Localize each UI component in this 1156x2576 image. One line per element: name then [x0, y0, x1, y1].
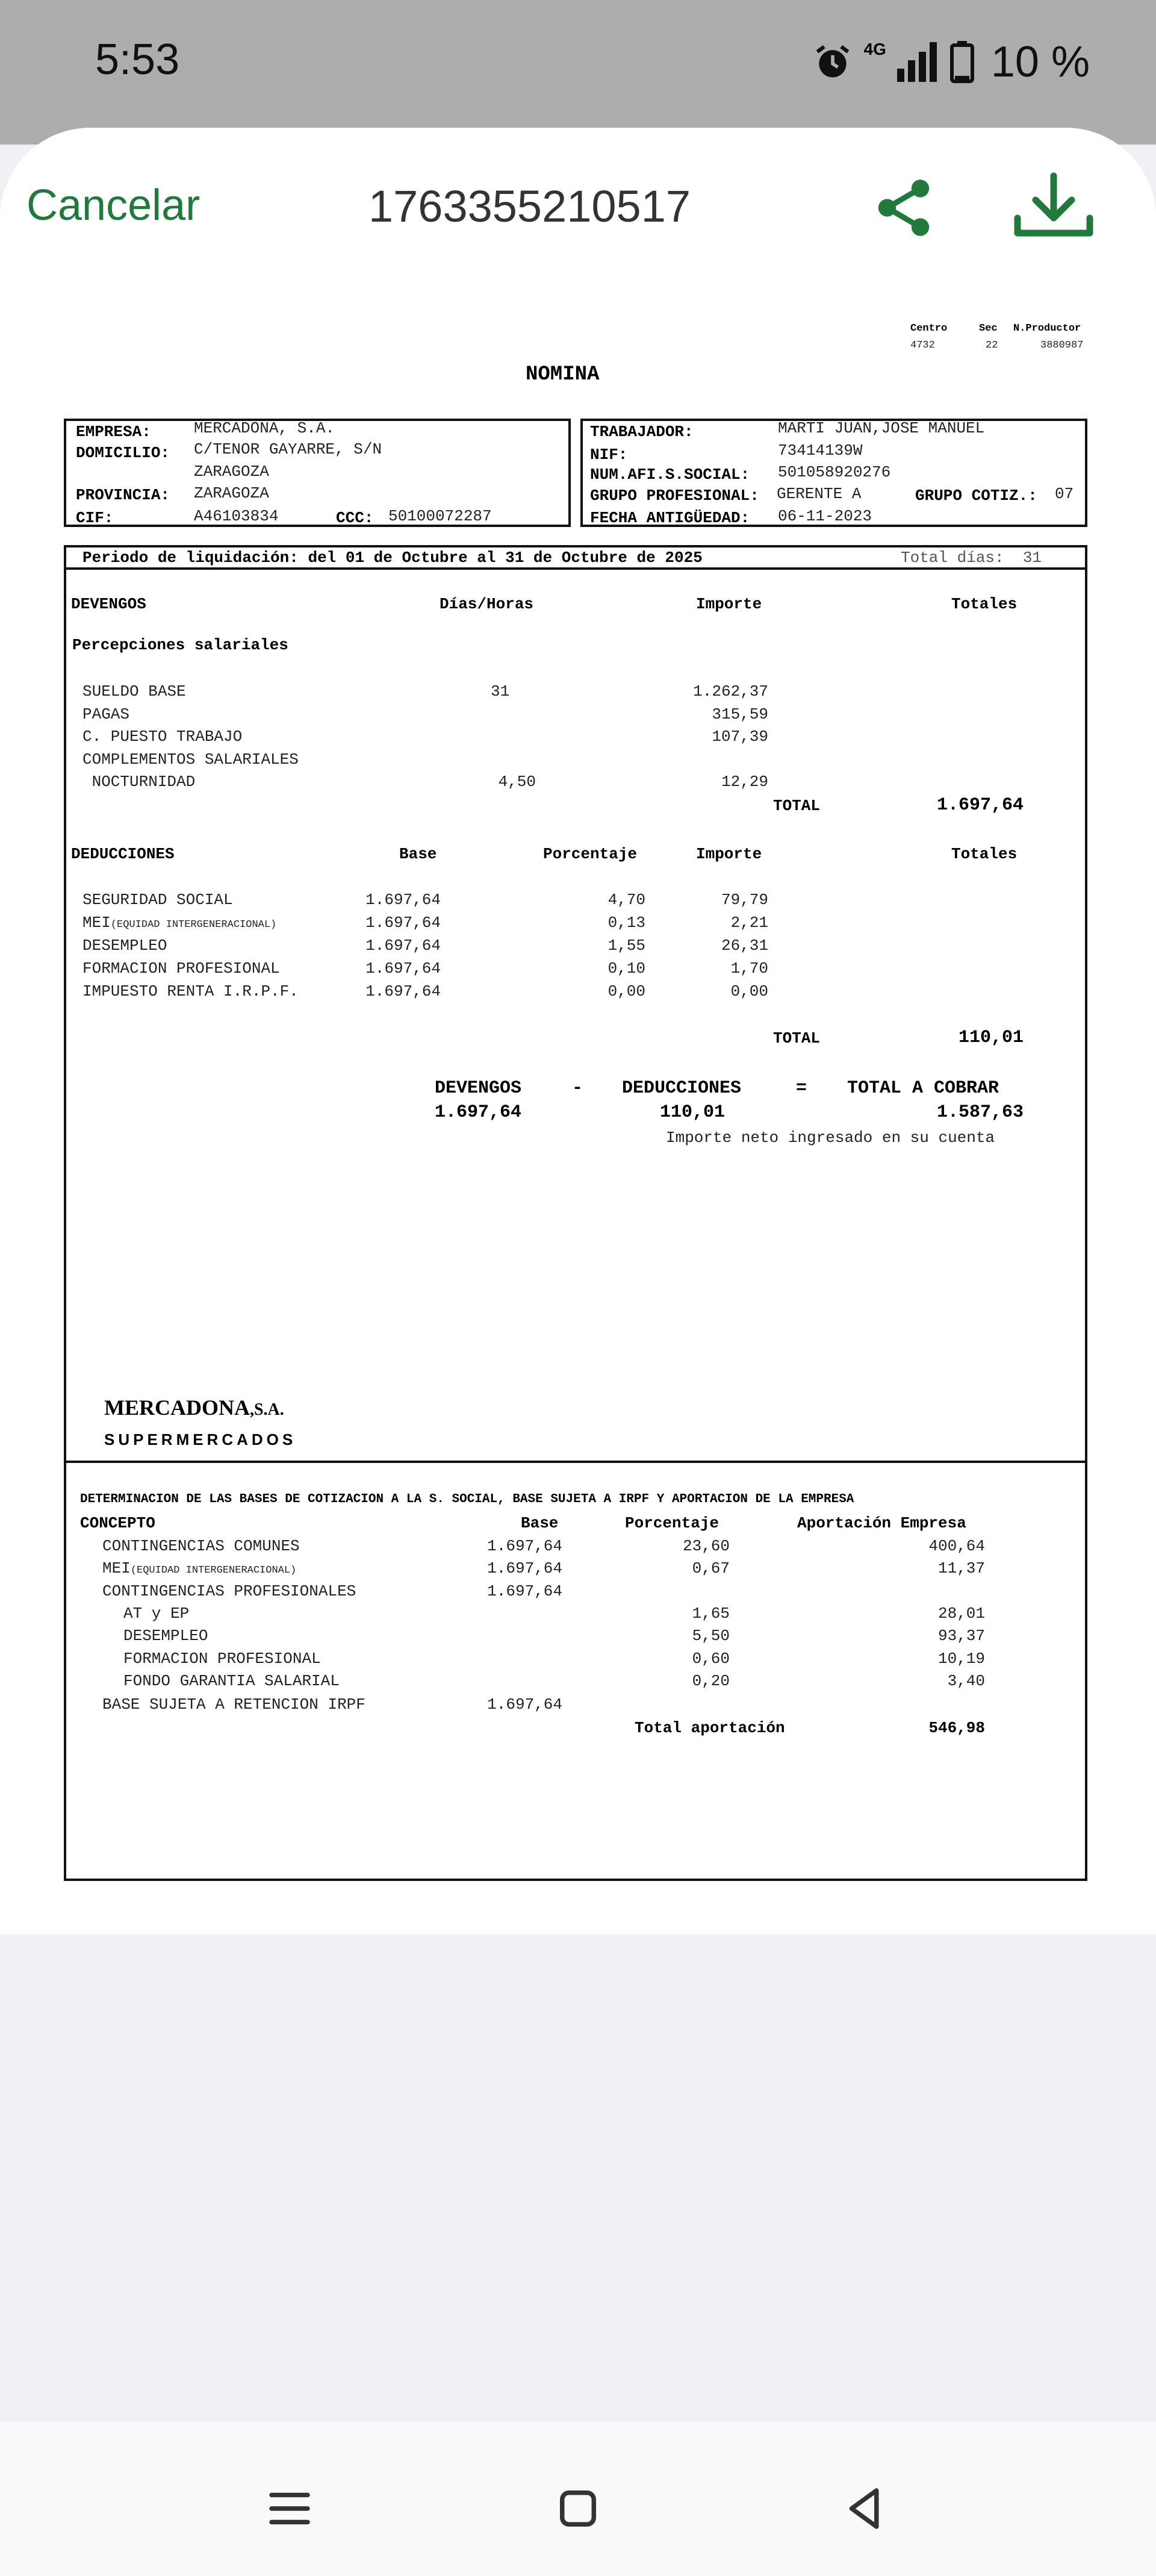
- total-devengos-value: 1.697,64: [936, 795, 1024, 816]
- bases-concepto: BASE SUJETA A RETENCION IRPF: [102, 1695, 365, 1714]
- bases-pct: 1,65: [692, 1605, 730, 1623]
- deduccion-importe: 2,21: [730, 914, 768, 932]
- bases-concepto: CONTINGENCIAS PROFESIONALES: [102, 1582, 356, 1600]
- devengo-concepto: PAGAS: [82, 705, 130, 723]
- total-deducciones-label: TOTAL: [773, 1029, 821, 1047]
- percepciones-heading: Percepciones salariales: [72, 636, 288, 654]
- devengo-concepto: NOCTURNIDAD: [82, 773, 196, 791]
- deduccion-concepto: IMPUESTO RENTA I.R.P.F.: [82, 982, 299, 1000]
- company-suffix: ,S.A.: [249, 1400, 284, 1419]
- devengo-dias: 31: [491, 682, 510, 700]
- sum-devengos-value: 1.697,64: [435, 1102, 522, 1123]
- deduccion-base: 1.697,64: [365, 914, 441, 932]
- deduccion-importe: 26,31: [721, 937, 768, 955]
- deduccion-pct: 0,00: [608, 982, 645, 1000]
- provincia-label: PROVINCIA:: [76, 486, 170, 504]
- company-name: MERCADONA: [104, 1396, 250, 1420]
- devengo-importe: 1.262,37: [693, 682, 768, 700]
- antig-label: FECHA ANTIGÜEDAD:: [590, 509, 750, 527]
- deduccion-importe: 0,00: [730, 982, 768, 1000]
- devengo-concepto: COMPLEMENTOS SALARIALES: [82, 750, 299, 769]
- deduccion-pct: 1,55: [608, 937, 645, 955]
- deducciones-heading: DEDUCCIONES: [71, 845, 175, 863]
- bases-base: 1.697,64: [487, 1695, 562, 1714]
- trabajador-value: MARTI JUAN,JOSE MANUEL: [778, 419, 985, 437]
- battery-percent: 10 %: [990, 38, 1090, 86]
- home-icon[interactable]: [551, 2481, 605, 2536]
- back-icon[interactable]: [838, 2481, 892, 2536]
- equals-sign: =: [796, 1078, 807, 1099]
- bases-base: 1.697,64: [487, 1559, 562, 1577]
- devengo-concepto: SUELDO BASE: [82, 682, 186, 700]
- numafi-label: NUM.AFI.S.SOCIAL:: [590, 466, 750, 484]
- bases-aport: 28,01: [937, 1605, 985, 1623]
- deduccion-concepto: [82, 914, 276, 932]
- base-heading: Base: [399, 845, 437, 863]
- periodo-divider: [64, 567, 1087, 570]
- deduccion-base: 1.697,64: [365, 982, 441, 1000]
- deduccion-base: 1.697,64: [365, 891, 441, 909]
- productor-label: N.Productor: [1013, 323, 1081, 334]
- deduccion-base: 1.697,64: [365, 959, 441, 978]
- total-aportacion-label: Total aportación: [635, 1719, 785, 1737]
- bases-concepto: [102, 1559, 296, 1577]
- company-subtitle: SUPERMERCADOS: [104, 1430, 297, 1449]
- ciudad-value: ZARAGOZA: [194, 463, 269, 481]
- document-title: 1763355210517: [368, 181, 691, 231]
- deduccion-concepto-extra: (EQUIDAD INTERGENERACIONAL): [110, 919, 277, 931]
- bases-aport: 11,37: [937, 1559, 985, 1577]
- grupo-value: GERENTE A: [777, 485, 862, 503]
- sec-label: Sec: [979, 323, 998, 334]
- provincia-value: ZARAGOZA: [194, 484, 269, 502]
- recent-apps-icon[interactable]: [263, 2481, 317, 2536]
- nif-label: NIF:: [590, 446, 628, 464]
- total-deducciones-value: 110,01: [958, 1028, 1024, 1048]
- cif-label: CIF:: [76, 509, 114, 527]
- empresa-value: MERCADONA, S.A.: [194, 419, 335, 437]
- total-dias: Total días: 31: [901, 549, 1042, 567]
- sum-deducciones-label: DEDUCCIONES: [622, 1078, 742, 1099]
- ccc-value: 50100072287: [388, 507, 492, 525]
- company-logo: [104, 1395, 284, 1420]
- bases-aport: 10,19: [937, 1650, 985, 1668]
- grupo-label: GRUPO PROFESIONAL:: [590, 487, 759, 505]
- bases-concepto-heading: CONCEPTO: [80, 1514, 155, 1532]
- numafi-value: 501058920276: [778, 463, 891, 481]
- deduccion-pct: 4,70: [608, 891, 645, 909]
- deduccion-concepto: DESEMPLEO: [82, 937, 167, 955]
- sum-deducciones-value: 110,01: [660, 1102, 726, 1123]
- bases-base: 1.697,64: [487, 1582, 562, 1600]
- bases-pct-heading: Porcentaje: [625, 1514, 719, 1532]
- bases-concepto: DESEMPLEO: [123, 1627, 208, 1645]
- devengo-concepto: C. PUESTO TRABAJO: [82, 728, 243, 746]
- periodo: Periodo de liquidación: del 01 de Octubre al 31 de Octubre de 2025: [82, 549, 703, 567]
- totales-heading-ded: Totales: [951, 845, 1018, 863]
- total-devengos-label: TOTAL: [773, 797, 821, 815]
- nif-value: 73414139W: [778, 441, 863, 460]
- total-aportacion-value: 546,98: [928, 1719, 985, 1737]
- deduccion-base: 1.697,64: [365, 937, 441, 955]
- network-label: 4G: [863, 40, 886, 58]
- empresa-label: EMPRESA:: [76, 423, 151, 441]
- bases-divider: [64, 1461, 1087, 1463]
- deduccion-importe: 79,79: [721, 891, 768, 909]
- devengo-dias: 4,50: [498, 773, 536, 791]
- bases-concepto: FORMACION PROFESIONAL: [123, 1650, 321, 1668]
- importe-heading-ded: Importe: [696, 845, 762, 863]
- deduccion-pct: 0,13: [608, 914, 645, 932]
- bases-base-heading: Base: [521, 1514, 559, 1532]
- bases-aport: 400,64: [928, 1537, 985, 1555]
- bases-concepto: AT y EP: [123, 1605, 190, 1623]
- bases-concepto-main: MEI: [102, 1559, 131, 1577]
- domicilio-value: C/TENOR GAYARRE, S/N: [194, 440, 382, 458]
- domicilio-label: DOMICILIO:: [76, 444, 170, 462]
- dias-horas-heading: Días/Horas: [440, 595, 534, 613]
- devengos-heading: DEVENGOS: [71, 595, 146, 613]
- status-time: 5:53: [95, 36, 180, 84]
- neto-note: Importe neto ingresado en su cuenta: [666, 1129, 995, 1147]
- bases-aport: 93,37: [937, 1627, 985, 1645]
- cancel-button[interactable]: Cancelar: [26, 181, 200, 229]
- devengo-importe: 315,59: [712, 705, 768, 723]
- deduccion-pct: 0,10: [608, 959, 645, 978]
- trabajador-label: TRABAJADOR:: [590, 423, 694, 441]
- bases-pct: 0,20: [692, 1672, 730, 1690]
- cif-value: A46103834: [194, 507, 279, 525]
- bases-pct: 0,67: [692, 1559, 730, 1577]
- bases-concepto: FONDO GARANTIA SALARIAL: [123, 1672, 340, 1690]
- bases-pct: 5,50: [692, 1627, 730, 1645]
- bases-aport-heading: Aportación Empresa: [797, 1514, 966, 1532]
- antig-value: 06-11-2023: [778, 507, 872, 525]
- centro-value: 4732: [910, 340, 935, 351]
- deduccion-concepto: FORMACION PROFESIONAL: [82, 959, 280, 978]
- sum-devengos-label: DEVENGOS: [435, 1078, 522, 1099]
- bases-pct: 0,60: [692, 1650, 730, 1668]
- devengo-importe: 107,39: [712, 728, 768, 746]
- cotiz-label: GRUPO COTIZ.:: [915, 487, 1037, 505]
- deduccion-concepto: SEGURIDAD SOCIAL: [82, 891, 233, 909]
- bases-aport: 3,40: [947, 1672, 985, 1690]
- ccc-label: CCC:: [336, 509, 374, 527]
- centro-label: Centro: [910, 323, 948, 334]
- nomina-title: NOMINA: [526, 363, 600, 386]
- totales-heading: Totales: [951, 595, 1018, 613]
- cotiz-value: 07: [1055, 485, 1074, 503]
- porcentaje-heading: Porcentaje: [543, 845, 638, 863]
- bases-concepto: CONTINGENCIAS COMUNES: [102, 1537, 300, 1555]
- cobrar-value: 1.587,63: [936, 1102, 1024, 1123]
- sec-value: 22: [986, 340, 998, 351]
- devengo-importe: 12,29: [721, 773, 768, 791]
- productor-value: 3880987: [1040, 340, 1084, 351]
- navigation-bar: [0, 2421, 1156, 2576]
- bases-concepto-extra: (EQUIDAD INTERGENERACIONAL): [130, 1565, 297, 1576]
- bases-base: 1.697,64: [487, 1537, 562, 1555]
- deduccion-importe: 1,70: [730, 959, 768, 978]
- bases-title: DETERMINACION DE LAS BASES DE COTIZACION A LA S. SOCIAL, BASE SUJETA A IRPF Y APORTACION DE LA EMPRESA: [80, 1492, 854, 1506]
- minus-sign: -: [572, 1078, 583, 1099]
- cobrar-label: TOTAL A COBRAR: [847, 1078, 999, 1099]
- deduccion-concepto-main: MEI: [82, 914, 111, 932]
- importe-heading: Importe: [696, 595, 762, 613]
- bases-pct: 23,60: [682, 1537, 730, 1555]
